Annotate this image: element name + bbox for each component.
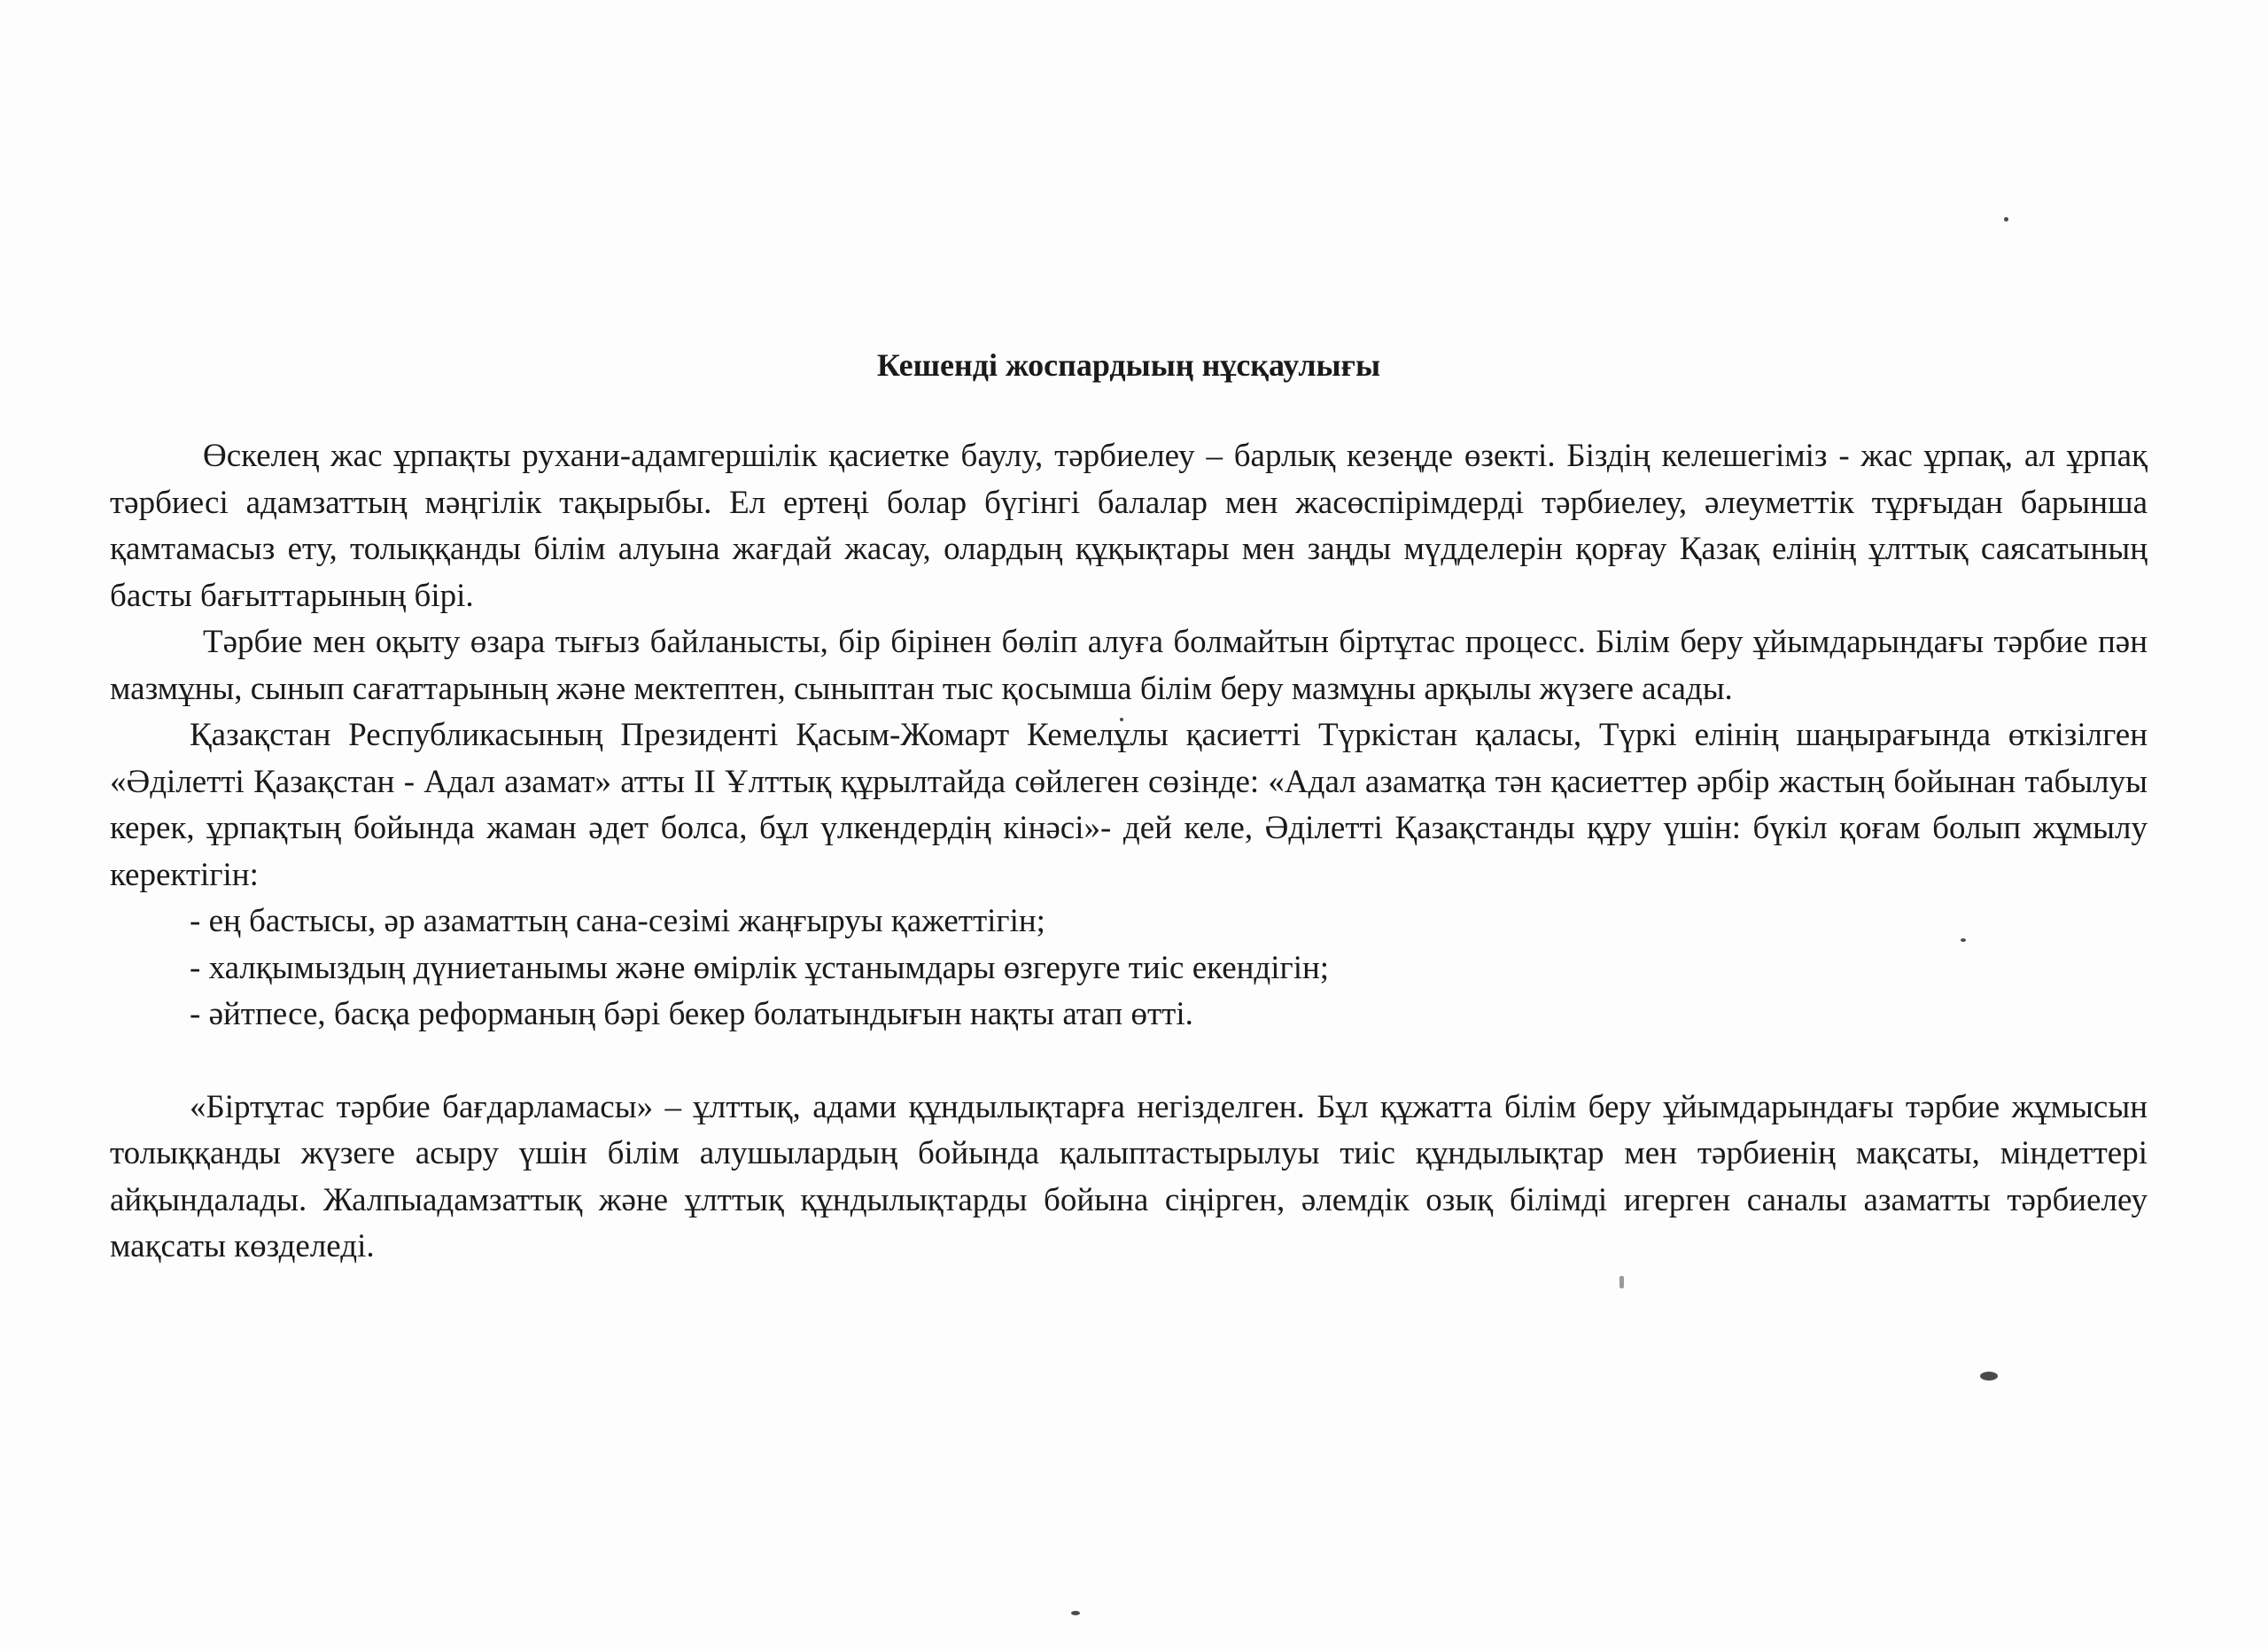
paragraph-1: Өскелең жас ұрпақты рухани-адамгершілік қасиетке баулу, тәрбиелеу – барлық кезеңде өзекті. Біздің келешегіміз - жас ұрпақ, ал ұрпақ тәрбиесі адамзаттың мәңгілік тақырыбы. Ел ертеңі болар бүгінгі балалар мен жасөспірімдерді тәрбиелеу, әлеуметтік тұрғыдан барынша қамтамасыз ету, толыққанды білім алуына жағдай жасау, олардың құқықтары мен заңды мүдделерін қорғау Қазақ елінің ұлттық саясатының басты бағыттарының бірі. [110, 438, 2148, 614]
document-body [110, 342, 2148, 1271]
scan-speck [2004, 217, 2008, 222]
bullet-item: - әйтпесе, басқа реформаның бәрі бекер болатындығын нақты атап өтті. [190, 996, 1193, 1032]
paragraph-closing: «Біртұтас тәрбие бағдарламасы» – ұлттық, адами құндылықтарға негізделген. Бұл құжатта білім беру ұйымдарындағы тәрбие жұмысын толыққанды жүзеге асыру үшін білім алушылардың бойында қалыптастырылуы тиіс құндылықтар мен тәрбиенің мақсаты, міндеттері айқындалады. Жалпыадамзаттық және ұлттық құндылықтарды бойына сіңірген, әлемдік озық білімді игерген саналы азаматты тәрбиелеу мақсаты көзделеді. [110, 1088, 2148, 1264]
bullet-list [110, 898, 2148, 1038]
bullet-item: - халқымыздың дүниетанымы және өмірлік ұстанымдары өзгеруге тиіс екендігін; [190, 949, 1330, 986]
scan-speck [1071, 1611, 1080, 1615]
scan-speck [1980, 1372, 1998, 1381]
document-title: Кешенді жоспардыың нұсқаулығы [876, 347, 1381, 383]
paragraph-2: Тәрбие мен оқыту өзара тығыз байланысты, бір бірінен бөліп алуға болмайтын біртұтас процесс. Білім беру ұйымдарындағы тәрбие пән мазмұны, сынып сағаттарының және мектептен, сыныптан тыс қосымша білім беру мазмұны арқылы жүзеге асады. [110, 624, 2148, 707]
bullet-item: - ең бастысы, әр азаматтың сана-сезімі жаңғыруы қажеттігін; [190, 903, 1045, 939]
paragraph-3: Қазақстан Республикасының Президенті Қасым-Жомарт Кемелұлы қасиетті Түркістан қаласы, Түркі елінің шаңырағында өткізілген «Әділетті Қазақстан - Адал азамат» атты II Ұлттық құрылтайда сөйлеген сөзінде: «Адал азаматқа тән қасиеттер әрбір жастың бойынан табылуы керек, ұрпақтың бойында жаман әдет болса, бұл үлкендердің кінәсі»- дей келе, Әділетті Қазақстанды құру үшін: бүкіл қоғам болып жұмылу керектігін: [110, 717, 2148, 893]
paragraph-spacer [110, 1038, 2148, 1085]
scan-speck [1619, 1276, 1624, 1288]
